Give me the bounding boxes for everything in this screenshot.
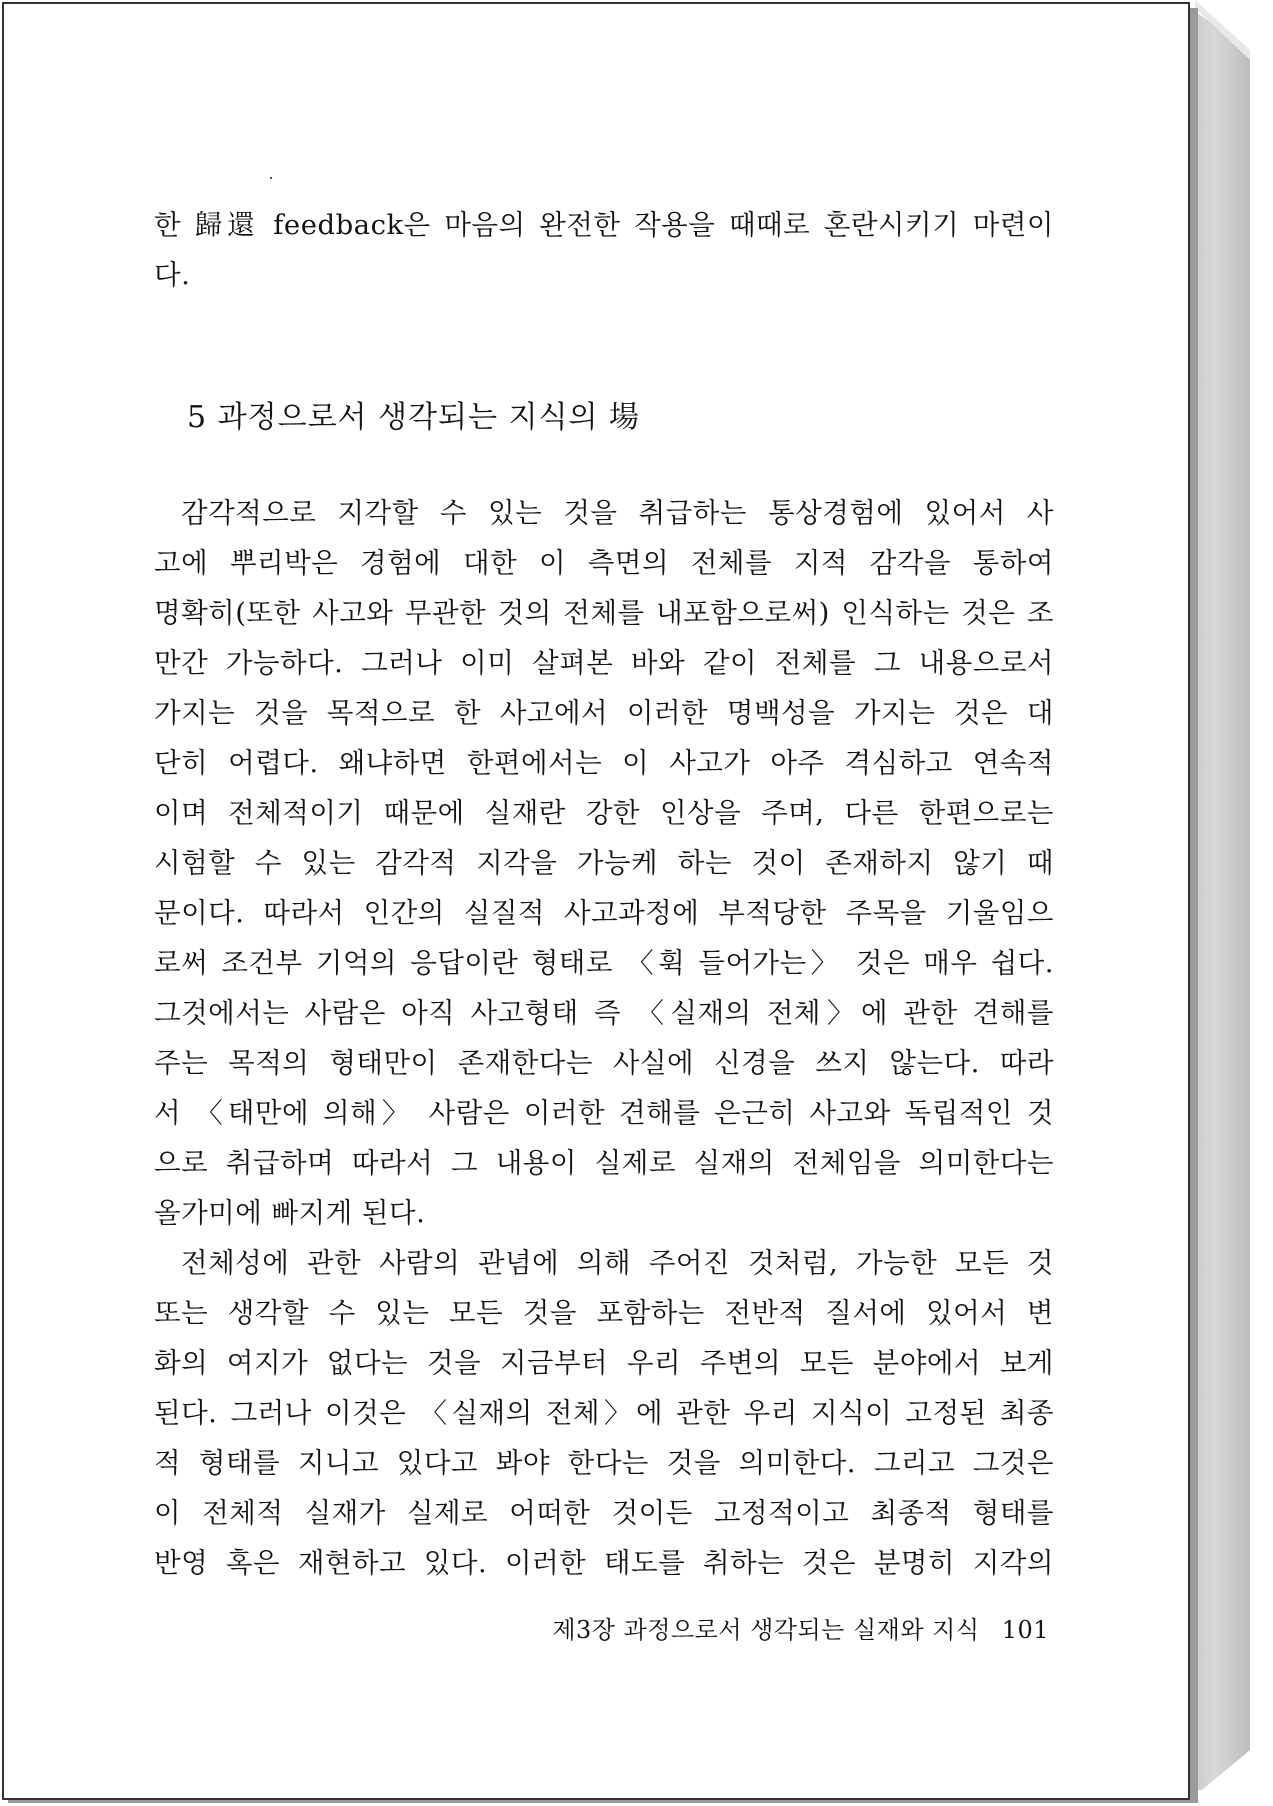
text-line: 고에 뿌리박은 경험에 대한 이 측면의 전체를 지적 감각을 통하여	[154, 547, 1054, 579]
text-line: 다.	[154, 259, 191, 291]
text-line: 올가미에 빠지게 된다.	[154, 1197, 426, 1229]
page-number: 101	[1001, 1616, 1049, 1644]
text-line: 명확히(또한 사고와 무관한 것의 전체를 내포함으로써) 인식하는 것은 조	[154, 597, 1054, 629]
text-line: 로써 조건부 기억의 응답이란 형태로 〈휙 들어가는〉 것은 매우 쉽다.	[154, 947, 1054, 979]
paragraph-2	[154, 1238, 1054, 1588]
text-line: 가지는 것을 목적으로 한 사고에서 이러한 명백성을 가지는 것은 대	[154, 697, 1054, 729]
text-line: 단히 어렵다. 왜냐하면 한편에서는 이 사고가 아주 격심하고 연속적	[154, 747, 1054, 779]
body-text	[154, 488, 1054, 1588]
text-line: 주는 목적의 형태만이 존재한다는 사실에 신경을 쓰지 않는다. 따라	[154, 1047, 1054, 1079]
paragraph-1	[154, 488, 1054, 1238]
text-line: 적 형태를 지니고 있다고 봐야 한다는 것을 의미한다. 그리고 그것은	[154, 1447, 1054, 1479]
continued-paragraph	[154, 200, 1054, 300]
text-line: 만간 가능하다. 그러나 이미 살펴본 바와 같이 전체를 그 내용으로서	[154, 647, 1054, 679]
text-line: 전체성에 관한 사람의 관념에 의해 주어진 것처럼, 가능한 모든 것	[181, 1247, 1054, 1279]
text-line: 된다. 그러나 이것은 〈실재의 전체〉에 관한 우리 지식이 고정된 최종	[154, 1397, 1054, 1429]
section-heading: 5 과정으로서 생각되는 지식의 場	[187, 400, 640, 435]
text-line: 한 歸還 feedback은 마음의 완전한 작용을 때때로 혼란시키기 마련이	[154, 209, 1054, 241]
text-line: 이며 전체적이기 때문에 실재란 강한 인상을 주며, 다른 한편으로는	[154, 797, 1054, 829]
text-line: 화의 여지가 없다는 것을 지금부터 우리 주변의 모든 분야에서 보게	[154, 1347, 1054, 1379]
text-line: 그것에서는 사람은 아직 사고형태 즉 〈실재의 전체〉에 관한 견해를	[154, 997, 1054, 1029]
text-line: 이 전체적 실재가 실제로 어떠한 것이든 고정적이고 최종적 형태를	[154, 1497, 1054, 1529]
print-speck	[270, 177, 272, 179]
text-line: 감각적으로 지각할 수 있는 것을 취급하는 통상경험에 있어서 사	[181, 497, 1054, 529]
running-title: 제3장 과정으로서 생각되는 실재와 지식	[552, 1616, 980, 1644]
text-line: 문이다. 따라서 인간의 실질적 사고과정에 부적당한 주목을 기울임으	[154, 897, 1054, 929]
book-side-edge	[1190, 0, 1250, 1790]
book-page	[2, 2, 1190, 1800]
page-footer	[524, 1610, 1049, 1645]
text-line: 서 〈태만에 의해〉 사람은 이러한 견해를 은근히 사고와 독립적인 것	[154, 1097, 1054, 1129]
text-line: 으로 취급하며 따라서 그 내용이 실제로 실재의 전체임을 의미한다는	[154, 1147, 1054, 1179]
text-line: 반영 혹은 재현하고 있다. 이러한 태도를 취하는 것은 분명히 지각의	[154, 1547, 1054, 1579]
text-line: 또는 생각할 수 있는 모든 것을 포함하는 전반적 질서에 있어서 변	[154, 1297, 1054, 1329]
text-line: 시험할 수 있는 감각적 지각을 가능케 하는 것이 존재하지 않기 때	[154, 847, 1054, 879]
